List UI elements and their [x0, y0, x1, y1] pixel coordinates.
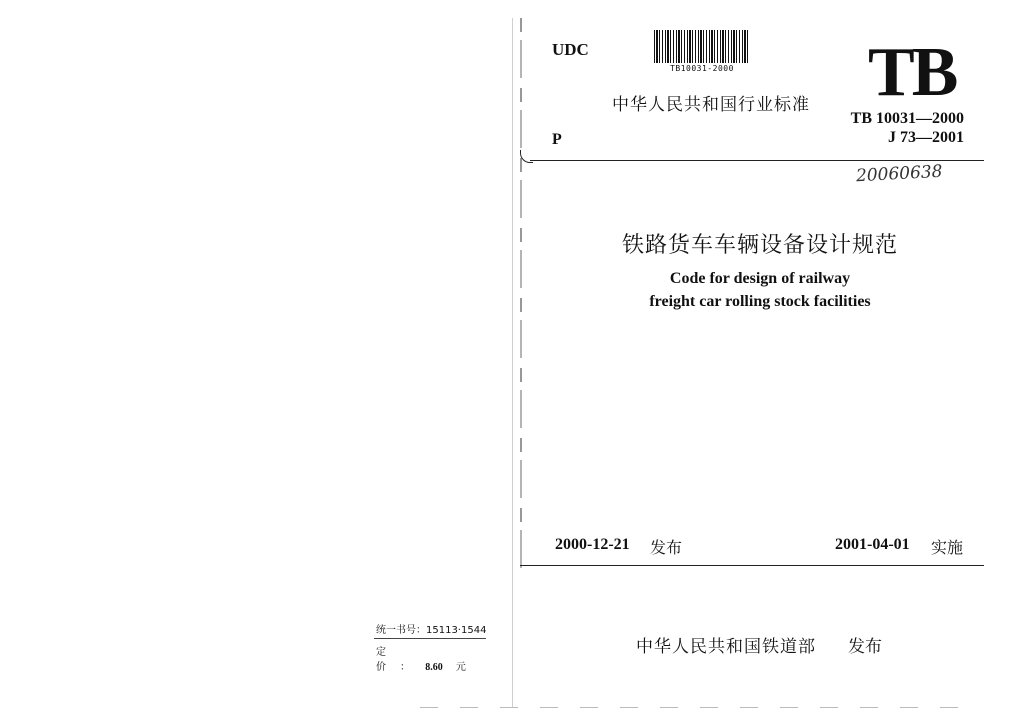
- industry-standard-heading: 中华人民共和国行业标准: [612, 95, 810, 115]
- classification-code: P: [552, 131, 562, 148]
- record-number: J 73—2001: [888, 129, 964, 146]
- barcode-bars: [654, 30, 750, 63]
- price-value: 8.60: [425, 662, 443, 673]
- price-unit: 元: [455, 662, 466, 673]
- handwritten-note: 20060638: [855, 161, 943, 187]
- barcode: [652, 30, 752, 76]
- issue-date: 2000-12-21: [555, 536, 630, 553]
- price-label: 定价：: [376, 647, 424, 673]
- publisher-label: 发布: [848, 637, 882, 657]
- publisher-name: 中华人民共和国铁道部: [636, 637, 816, 657]
- tb-logo: TB: [868, 34, 956, 111]
- title-chinese: 铁路货车车辆设备设计规范: [621, 233, 898, 258]
- scan-artifact-line: [420, 707, 980, 708]
- issue-label: 发布: [650, 538, 683, 557]
- price-row: [376, 643, 486, 673]
- price-divider: [374, 638, 486, 639]
- udc-label: UDC: [552, 40, 589, 59]
- barcode-number: TB10031-2000: [670, 64, 734, 73]
- title-english-line2: freight car rolling stock facilities: [649, 293, 871, 310]
- footer-rule: [520, 565, 984, 566]
- header-rule: [530, 160, 984, 161]
- implement-date: 2001-04-01: [835, 536, 910, 553]
- title-english-line1: Code for design of railway: [669, 270, 851, 287]
- book-number: 统一书号：15113·1544: [376, 625, 487, 636]
- implement-label: 实施: [931, 538, 964, 557]
- page-fold-line: [512, 18, 513, 708]
- standard-number: TB 10031—2000: [850, 110, 964, 127]
